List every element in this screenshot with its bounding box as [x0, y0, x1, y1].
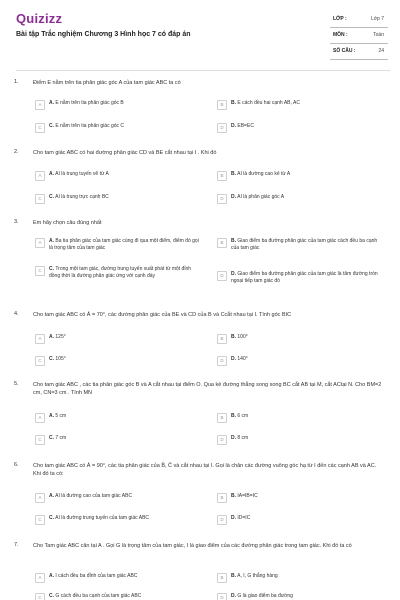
option-letter: B [217, 413, 227, 423]
worksheet-header [0, 0, 400, 68]
option-text: E nằm trên tia phân giác góc B [55, 100, 124, 106]
meta-label: MÔN : [333, 32, 348, 38]
option-text: 7 cm [55, 435, 67, 441]
option-text: IA=IB=IC [237, 493, 258, 499]
question-text: Cho tam giác ABC có hai đường phân giác CD và BE cắt nhau tại I . Khi đó [33, 150, 217, 156]
question-number: 5. [14, 381, 19, 387]
option-text: E cách đều hai cạnh AB, AC [237, 100, 300, 106]
meta-label: SỐ CÂU : [333, 48, 356, 54]
question-text: Cho tam giác ABC , các tia phân giác góc B và A cắt nhau tại điểm O. Qua kẻ đường thẳng song song BC cắt AB tại M, cắt ACtại N. Cho BM=2 cm, CN=3 cm . Tính MN [33, 382, 382, 396]
option-text: AI là phân giác góc A [237, 194, 285, 200]
option-letter: D [217, 356, 227, 366]
option-text: 6 cm [237, 413, 249, 419]
worksheet-page: Quizizz Bài tập Trắc nghiệm Chương 3 Hình học 7 có đáp án LỚP : Lớp 7 MÔN : Toán SỐ CÂU : 24 1. Điểm E nằm trên tia phân giác góc A của tam giác ABC ta có A A. E nằm trên tia phân giác góc B B B. E cách đều hai cạnh AB, AC C C. E nằm trên tia phân giác góc C D D. EB=EC 2. Cho tam giác ABC có hai đường phân giác CD và BE cắt nhau tại I . Khi đó A A. AI là trung tuyến vẽ từ A B B. AI là đường cao kẻ từ A C C. AI là trung trực cạnh BC D D. AI là phân giác góc A 3. Em hãy chọn câu đúng nhất A A. Ba tia phân giác của tam giác cùng đi qua một điểm, điểm đó gọi là trọng tâm của tam giác B B. Giao điểm ba đường phân giác của tam giác cách đều ba cạnh của tam giác C C. Trong một tam giác, đường trung tuyến xuất phát từ một đỉnh đồng thời là đường phân giác ứng với cạnh đáy D D. Giao điểm ba đường phân giác của tam giác là tâm đường tròn ngoại tiếp tam giác đó 4. Cho tam giác ABC có Â = 70°, các đường phân giác của BE và CD của B và Ccắt nhau tại I. Tính góc BIC A A. 125° B B. 100° C C. 105° D D. 140° 5. Cho tam giác ABC , các tia phân giác góc B và A cắt nhau tại điểm O. Qua kẻ đường thẳng song song BC cắt AB tại M, cắt ACtại N. Cho BM=2 cm, CN=3 cm . Tính MN A A. 5 cm B B. 6 cm C C. 7 cm D D. 8 cm 6. Cho tam giác ABC có Â = 90°, các tia phân giác của B̂, Ĉ và cắt nhau tại I. Gọi là chân các đường vuông góc hạ từ I đến các cạnh AB và AC. Khi đó ta có: A A. AI là đường cao của tam giác ABC B B. IA=IB=IC C C. AI là đường trung tuyến của tam giác ABC D D. ID=IC 7. Cho Tam giác ABC cân tại A . Gọi G là trọng tâm của tam giác, I là giao điểm của các đường phân giác trong tam giác. Khi đó ta có A A. I cách đều ba đỉnh của tam giác ABC B B. A, I, G thẳng hàng C C. G cách đều ba cạnh của tam giác ABC D D. G là giao điểm ba đường [0, 0, 400, 600]
option-letter: C [35, 123, 45, 133]
option-text: 125° [55, 334, 66, 340]
option-text: E nằm trên tia phân giác góc C [55, 123, 125, 129]
question-number: 2. [14, 149, 19, 155]
option-text: 140° [237, 356, 248, 362]
option-letter: B [217, 100, 227, 110]
question-text: Cho Tam giác ABC cân tại A . Gọi G là trọng tâm của tam giác, I là giao điểm của các đường phân giác trong tam giác. Khi đó ta có [33, 543, 352, 549]
option-text: Trong một tam giác, đường trung tuyến xuất phát từ một đỉnh đồng thời là đường phân giác ứng với cạnh đáy [49, 266, 192, 279]
question-text: Điểm E nằm trên tia phân giác góc A của tam giác ABC ta có [33, 80, 181, 86]
option-text: ID=IC [237, 515, 251, 521]
option-text: AI là đường cao của tam giác ABC [55, 493, 133, 499]
option-text: EB=EC [237, 123, 254, 129]
question-text: Cho tam giác ABC có Â = 70°, các đường phân giác của BE và CD của B và Ccắt nhau tại I. Tính góc BIC [33, 312, 292, 318]
option-text: 8 cm [237, 435, 249, 441]
meta-value: 24 [378, 48, 384, 54]
meta-row-count [330, 45, 388, 60]
option-text: Giao điểm ba đường phân giác của tam giác cách đều ba cạnh của tam giác [231, 238, 378, 251]
option-letter: C [35, 515, 45, 525]
option-letter: C [35, 266, 45, 276]
option-text: 105° [55, 356, 66, 362]
meta-box [330, 13, 388, 59]
option-text: AI là đường trung tuyến của tam giác ABC [55, 515, 150, 521]
option-letter: D [217, 593, 227, 600]
option-letter: C [35, 593, 45, 600]
question-number: 1. [14, 79, 19, 85]
option-letter: A [35, 413, 45, 423]
question-number: 6. [14, 462, 19, 468]
option-letter: A [35, 573, 45, 583]
option-text: 100° [237, 334, 248, 340]
question-number: 4. [14, 311, 19, 317]
option-text: AI là đường cao kẻ từ A [237, 171, 291, 177]
option-letter: A [35, 334, 45, 344]
quizizz-logo: Quizizz [16, 11, 63, 26]
option-text: AI là trung tuyến vẽ từ A [55, 171, 109, 177]
option-text: Ba tia phân giác của tam giác cùng đi qua một điểm, điểm đó gọi là trọng tâm của tam giác [49, 238, 199, 251]
option-letter: A [35, 100, 45, 110]
question-number: 7. [14, 542, 19, 548]
option-letter: B [217, 493, 227, 503]
option-text: A, I, G thẳng hàng [237, 573, 278, 579]
question-text: Em hãy chọn câu đúng nhất [33, 220, 102, 226]
option-letter: D [217, 123, 227, 133]
option-letter: B [217, 334, 227, 344]
header-divider [16, 70, 390, 71]
option-text: I cách đều ba đỉnh của tam giác ABC [55, 573, 138, 579]
option-text: Giao điểm ba đường phân giác của tam giác là tâm đường tròn ngoại tiếp tam giác đó [231, 271, 378, 284]
option-text: 5 cm [55, 413, 67, 419]
option-letter: D [217, 515, 227, 525]
meta-row-subject [330, 29, 388, 44]
option-text: AI là trung trực cạnh BC [55, 194, 109, 200]
option-letter: B [217, 238, 227, 248]
meta-row-grade [330, 13, 388, 28]
option-letter: A [35, 493, 45, 503]
option-letter: C [35, 356, 45, 366]
option-letter: D [217, 194, 227, 204]
option-text: G là giao điểm ba đường [237, 593, 293, 599]
option-letter: D [217, 271, 227, 281]
worksheet-title: Bài tập Trắc nghiệm Chương 3 Hình học 7 có đáp án [16, 31, 191, 38]
option-letter: B [217, 171, 227, 181]
question-number: 3. [14, 219, 19, 225]
option-letter: A [35, 171, 45, 181]
option-text: G cách đều ba cạnh của tam giác ABC [55, 593, 142, 599]
option-letter: D [217, 435, 227, 445]
option-letter: B [217, 573, 227, 583]
option-letter: C [35, 194, 45, 204]
option-letter: A [35, 238, 45, 248]
meta-label: LỚP : [333, 16, 347, 22]
meta-value: Toán [373, 32, 384, 38]
question-text: Cho tam giác ABC có Â = 90°, các tia phân giác của B̂, Ĉ và cắt nhau tại I. Gọi là chân các đường vuông góc hạ từ I đến các cạnh AB và AC. Khi đó ta có: [33, 463, 377, 477]
meta-value: Lớp 7 [370, 16, 384, 22]
option-letter: C [35, 435, 45, 445]
